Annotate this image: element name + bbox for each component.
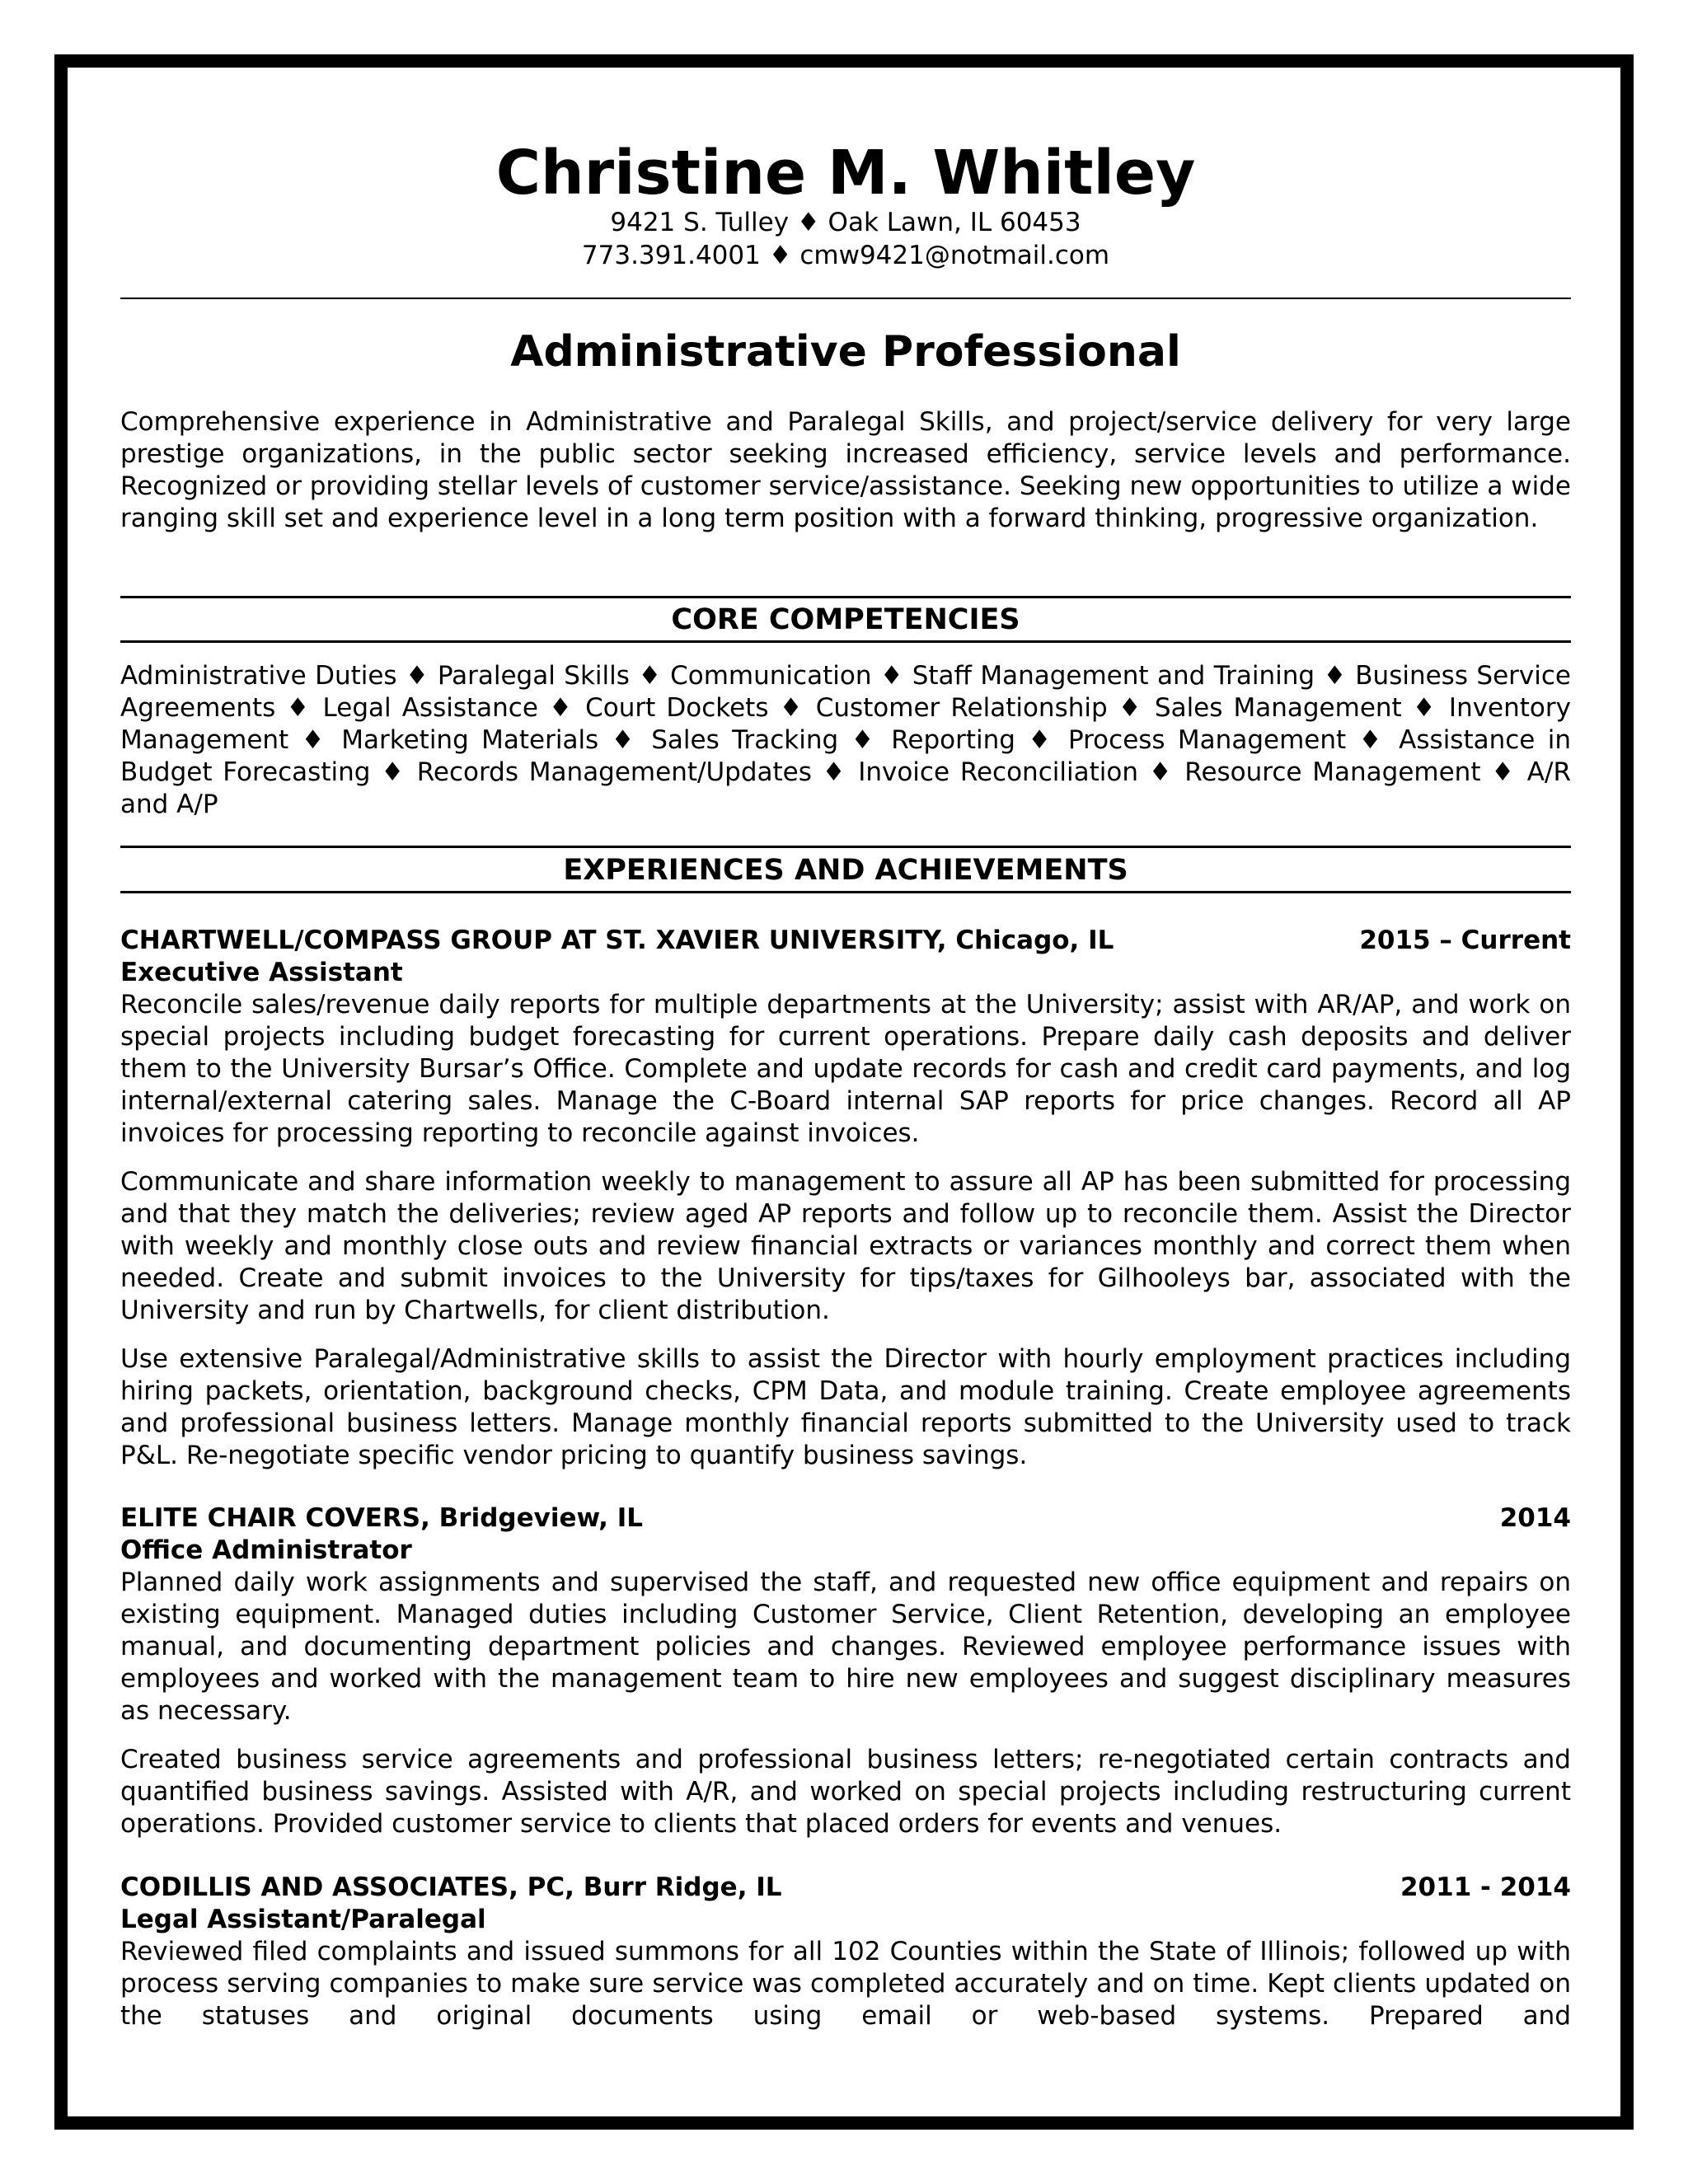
job-role: Office Administrator <box>120 1535 412 1565</box>
address-line: 9421 S. Tulley ♦ Oak Lawn, IL 60453 <box>610 208 1081 237</box>
competencies-top-rule <box>120 596 1571 598</box>
experience-bottom-rule <box>120 891 1571 893</box>
experience-top-rule <box>120 846 1571 848</box>
job-paragraph: Use extensive Paralegal/Administrative skills to assist the Director with hourly employment practices including hiring packets, orientation, background checks, CPM Data, and module training. Create employee agreements and professional business letters. Manage monthly financial reports submitted to the University used to track P&L. Re-negotiate specific vendor pricing to quantify business savings. <box>120 1344 1571 1470</box>
job-role: Executive Assistant <box>120 958 403 987</box>
job-dates: 2014 <box>1499 1503 1571 1533</box>
job-header <box>120 1502 1571 1535</box>
competencies-bottom-rule <box>120 640 1571 643</box>
job-paragraph: Created business service agreements and professional business letters; re-negotiated certain contracts and quantified business savings. Assisted with A/R, and worked on special projects including restructuring current operations. Provided customer service to clients that placed orders for events and venues. <box>120 1745 1571 1839</box>
experience-title: EXPERIENCES AND ACHIEVEMENTS <box>563 854 1128 887</box>
job-header <box>120 925 1571 957</box>
candidate-name: Christine M. Whitley <box>495 138 1196 209</box>
job-dates: 2011 - 2014 <box>1400 1872 1571 1902</box>
competencies-title: CORE COMPETENCIES <box>671 603 1020 636</box>
job-employer: CODILLIS AND ASSOCIATES, PC, Burr Ridge, IL <box>120 1872 782 1902</box>
resume-page <box>120 0 1571 2184</box>
header-divider <box>120 298 1571 299</box>
job-paragraph: Reconcile sales/revenue daily reports for multiple departments at the University; assist with AR/AP, and work on special projects including budget forecasting for current operations. Prepare daily cash deposits and deliver them to the University Bursar’s Office. Complete and update records for cash and credit card payments, and log internal/external catering sales. Manage the C-Board internal SAP reports for price changes. Record all AP invoices for processing reporting to reconcile against invoices. <box>120 990 1571 1148</box>
job-paragraph: Reviewed filed complaints and issued summons for all 102 Counties within the State of Illinois; followed up with process serving companies to make sure service was completed accurately and on time. Kept clients updated on the statuses and original documents using email or web-based systems. Prepared and <box>120 1937 1571 2031</box>
job-role: Legal Assistant/Paralegal <box>120 1905 486 1934</box>
phone-email-line: 773.391.4001 ♦ cmw9421@notmail.com <box>581 241 1110 270</box>
job-header <box>120 1872 1571 1904</box>
summary-paragraph: Comprehensive experience in Administrative and Paralegal Skills, and project/service delivery for very large prestige organizations, in the public sector seeking increased efficiency, service levels and performance. Recognized or providing stellar levels of customer service/assistance. Seeking new opportunities to utilize a wide ranging skill set and experience level in a long term position with a forward thinking, progressive organization. <box>120 407 1571 533</box>
job-employer: CHARTWELL/COMPASS GROUP AT ST. XAVIER UNIVERSITY, Chicago, IL <box>120 926 1114 955</box>
competencies-list: Administrative Duties ♦ Paralegal Skills ♦ Communication ♦ Staff Management and Training ♦ Business Service Agreements ♦ Legal Assistance ♦ Court Dockets ♦ Customer Relationship ♦ Sales Management ♦ Inventory Management ♦ Marketing Materials ♦ Sales Tracking ♦ Reporting ♦ Process Management ♦ Assistance in Budget Forecasting ♦ Records Management/Updates ♦ Invoice Reconciliation ♦ Resource Management ♦ A/R and A/P <box>120 661 1571 819</box>
job-dates: 2015 – Current <box>1359 926 1571 955</box>
job-employer: ELITE CHAIR COVERS, Bridgeview, IL <box>120 1503 643 1533</box>
job-paragraph: Planned daily work assignments and supervised the staff, and requested new office equipment and repairs on existing equipment. Managed duties including Customer Service, Client Retention, developing an employee manual, and documenting department policies and changes. Reviewed employee performance issues with employees and worked with the management team to hire new employees and suggest disciplinary measures as necessary. <box>120 1568 1571 1726</box>
job-paragraph: Communicate and share information weekly to management to assure all AP has been submitted for processing and that they match the deliveries; review aged AP reports and follow up to reconcile them. Assist the Director with weekly and monthly close outs and review financial extracts or variances monthly and correct them when needed. Create and submit invoices to the University for tips/taxes for Gilhooleys bar, associated with the University and run by Chartwells, for client distribution. <box>120 1167 1571 1325</box>
headline: Administrative Professional <box>510 327 1181 377</box>
